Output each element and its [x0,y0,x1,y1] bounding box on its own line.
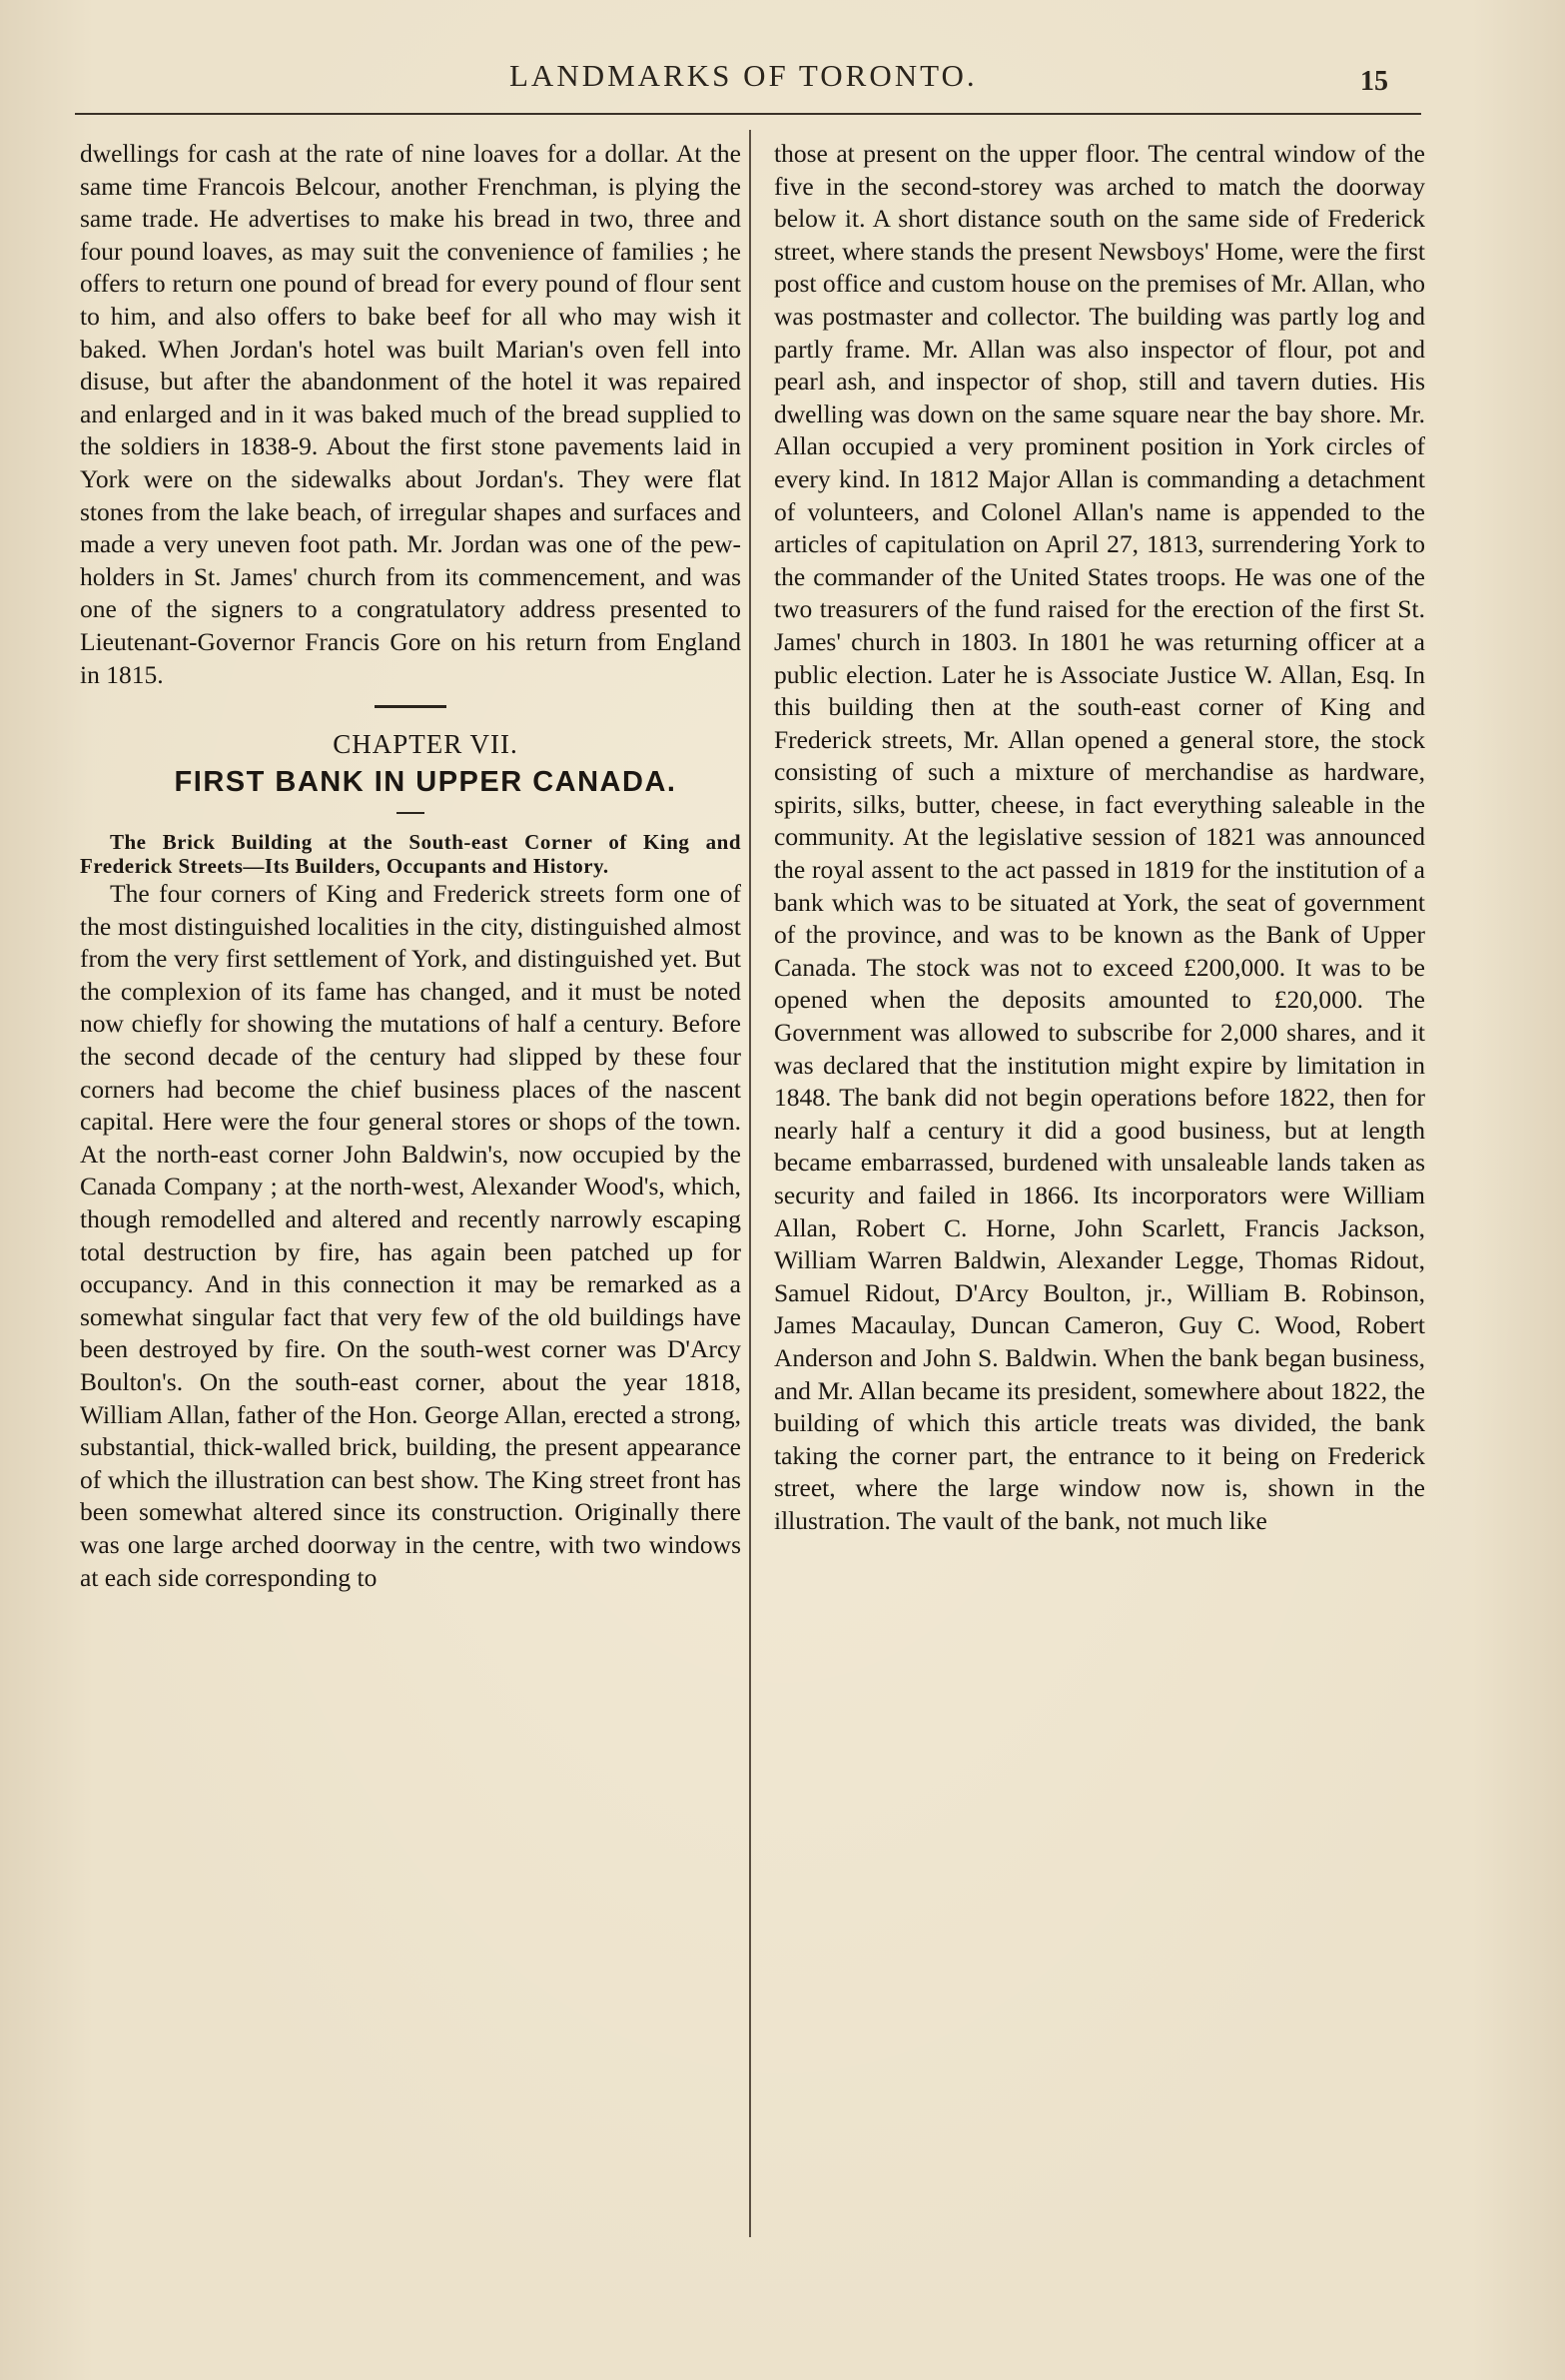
left-paragraph-continued: dwellings for cash at the rate of nine loaves for a dollar. At the same time Francois Belcour, another Frenchman, is plying the same trade. He advertises to make his bread in two, three and four pound loaves, as may suit the convenience of families ; he offers to return one pound of bread for every pound of flour sent to him, and also offers to bake beef for all who may wish it baked. When Jordan's hotel was built Marian's oven fell into disuse, but after the abandonment of the hotel it was repaired and enlarged and in it was baked much of the bread supplied to the soldiers in 1838-9. About the first stone pavements laid in York were on the sidewalks about Jordan's. They were flat stones from the lake beach, of irregular shapes and surfaces and made a very uneven foot path. Mr. Jordan was one of the pew-holders in St. James' church from its commencement, and was one of the signers to a congratulatory address presented to Lieutenant-Governor Francis Gore on his return from England in 1815. [80,139,741,689]
running-head [0,58,1565,98]
left-column [80,138,741,1594]
right-paragraph-continued: those at present on the upper floor. The central window of the five in the second-storey was arched to match the doorway below it. A short distance south on the same side of Frederick street, where stands the present Newsboys' Home, were the first post office and custom house on the premises of Mr. Allan, who was postmaster and collector. The building was partly log and partly frame. Mr. Allan was also inspector of flour, pot and pearl ash, and inspector of shop, still and tavern duties. His dwelling was down on the same square near the bay shore. Mr. Allan occupied a very prominent position in York circles of every kind. In 1812 Major Allan is commanding a detachment of volunteers, and Colonel Allan's name is appended to the articles of capitulation on April 27, 1813, surrendering York to the commander of the United States troops. He was one of the two treasurers of the fund raised for the erection of the first St. James' church in 1803. In 1801 he was returning officer at a public election. Later he is Associate Justice W. Allan, Esq. In this building then at the south-east corner of King and Frederick streets, Mr. Allan opened a general store, the stock consisting of such a mixture of merchandise as hardware, spirits, silks, butter, cheese, in fact everything saleable in the community. At the legislative session of 1821 was announced the royal assent to the act passed in 1819 for the institution of a bank which was to be situated at York, the seat of government of the province, and was to be known as the Bank of Upper Canada. The stock was not to exceed £200,000. It was to be opened when the deposits amounted to £20,000. The Government was allowed to subscribe for 2,000 shares, and it was declared that the institution might expire by limitation in 1848. The bank did not begin operations before 1822, then for nearly half a century it did a good business, but at length became embarrassed, burdened with unsaleable lands taken as security and failed in 1866. Its incorporators were William Allan, Robert C. Horne, John Scarlett, Francis Jackson, William Warren Baldwin, Alexander Legge, Thomas Ridout, Samuel Ridout, D'Arcy Boulton, jr., William B. Robinson, James Macaulay, Duncan Cameron, Guy C. Wood, Robert Anderson and John S. Baldwin. When the bank began business, and Mr. Allan became its president, somewhere about 1822, the building of which this article treats was divided, the bank taking the corner part, the entrance to it being on Frederick street, where the large window now is, shown in the illustration. The vault of the bank, not much like [774,139,1425,1535]
chapter-rule [375,705,446,708]
column-divider [749,130,751,2237]
page-number: 15 [1360,66,1388,97]
running-title: LANDMARKS OF TORONTO. [509,58,978,93]
header-rule [75,113,1421,115]
right-column [774,138,1425,1538]
title-rule [396,812,424,814]
chapter-subheading: The Brick Building at the South-east Corner of King and Frederick Streets—Its Builders, Occupants and History. [80,830,741,879]
chapter-number: CHAPTER VII. [333,729,518,760]
left-paragraph-chapter-opening: The four corners of King and Frederick streets form one of the most distinguished localities in the city, distinguished almost from the very first settlement of York, and distinguished yet. But the complexion of its fame has changed, and it must be noted now chiefly for showing the mutations of half a century. Before the second decade of the century had slipped by these four corners had become the chief business places of the nascent capital. Here were the four general stores or shops of the town. At the north-east corner John Baldwin's, now occupied by the Canada Company ; at the north-west, Alexander Wood's, which, though remodelled and altered and recently narrowly escaping total destruction by fire, has again been patched up for occupancy. And in this connection it may be remarked as a somewhat singular fact that very few of the old buildings have been destroyed by fire. On the south-west corner was D'Arcy Boulton's. On the south-east corner, about the year 1818, William Allan, father of the Hon. George Allan, erected a strong, substantial, thick-walled brick, building, the present appearance of which the illustration can best show. The King street front has been somewhat altered since its construction. Originally there was one large arched doorway in the centre, with two windows at each side corresponding to [80,879,741,1592]
chapter-title: FIRST BANK IN UPPER CANADA. [174,766,677,799]
